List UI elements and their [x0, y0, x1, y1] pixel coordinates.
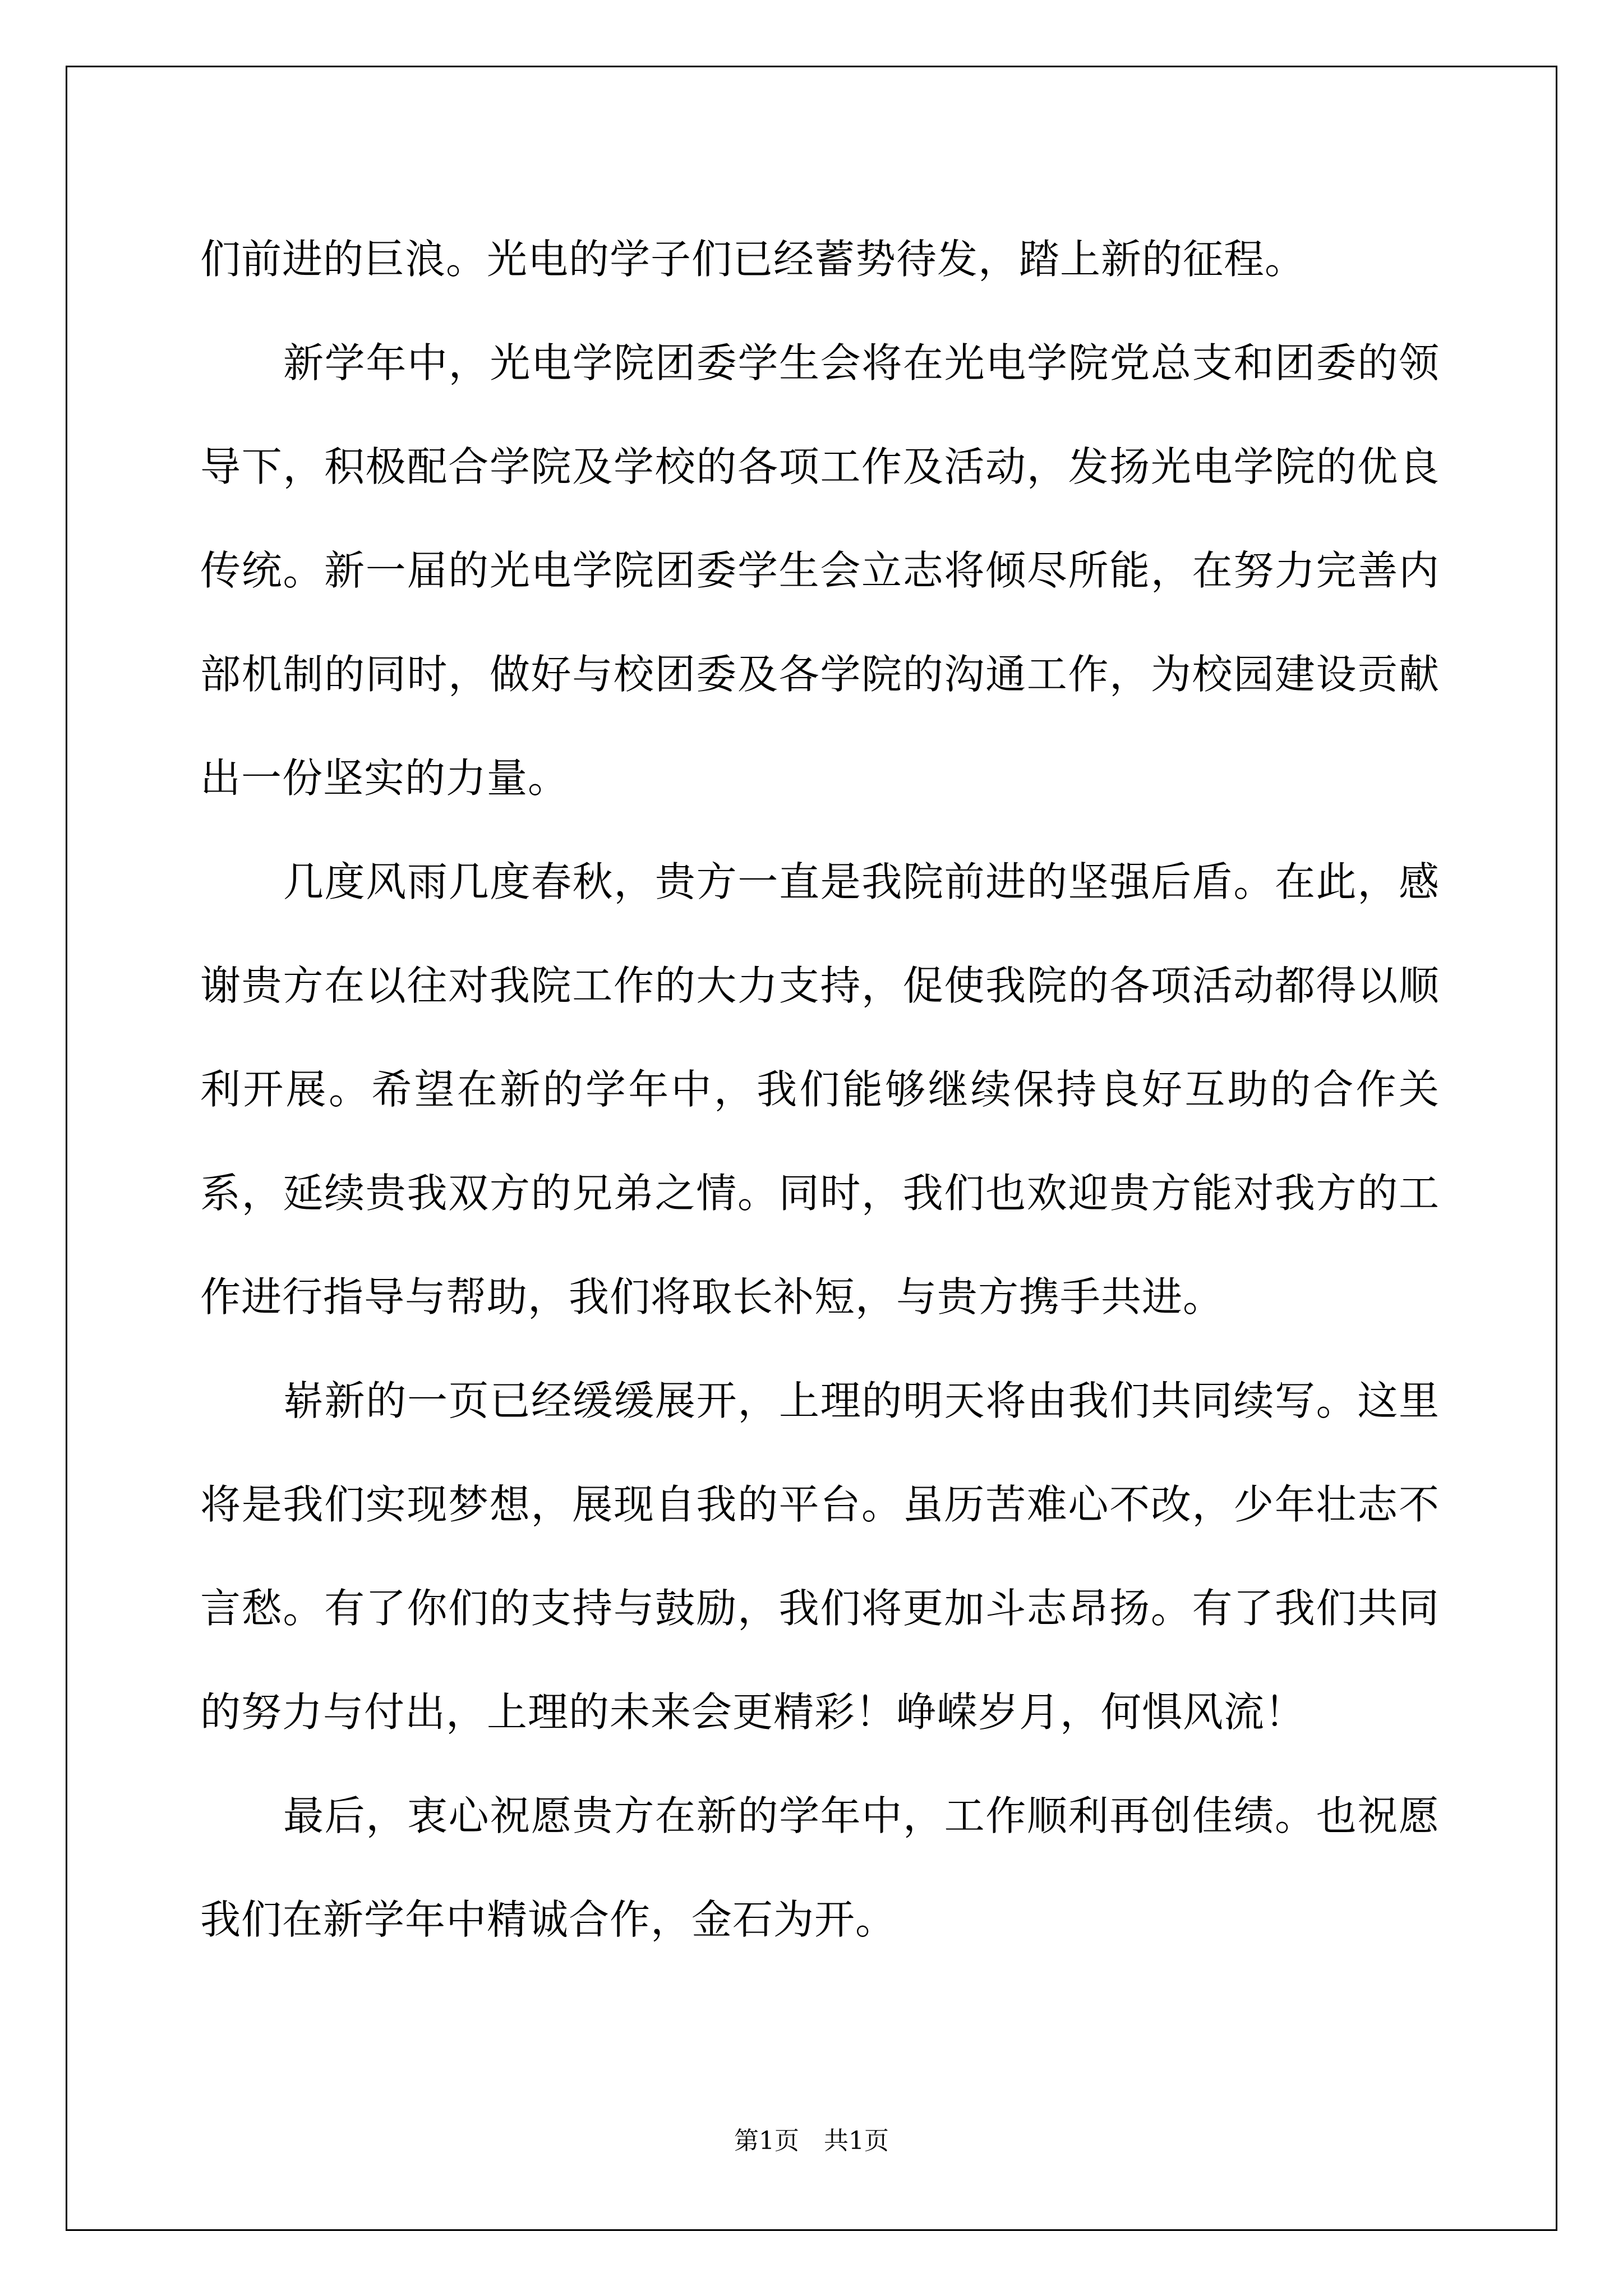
document-body	[200, 208, 1440, 1972]
paragraph-4: 崭新的一页已经缓缓展开，上理的明天将由我们共同续写。这里将是我们实现梦想，展现自我的平台。虽历苦难心不改，少年壮志不言愁。有了你们的支持与鼓励，我们将更加斗志昂扬。有了我们共同的努力与付出，上理的未来会更精彩！峥嵘岁月，何惧风流！	[200, 1377, 1440, 1736]
paragraph-1: 们前进的巨浪。光电的学子们已经蓄势待发，踏上新的征程。	[200, 236, 1306, 283]
paragraph-5: 最后，衷心祝愿贵方在新的学年中，工作顺利再创佳绩。也祝愿我们在新学年中精诚合作，金石为开。	[200, 1792, 1440, 1943]
paragraph-2: 新学年中，光电学院团委学生会将在光电学院党总支和团委的领导下，积极配合学院及学校的各项工作及活动，发扬光电学院的优良传统。新一届的光电学院团委学生会立志将倾尽所能，在努力完善内部机制的同时，做好与校团委及各学院的沟通工作，为校园建设贡献出一份坚实的力量。	[200, 339, 1440, 802]
paragraph-3: 几度风雨几度春秋，贵方一直是我院前进的坚强后盾。在此，感谢贵方在以往对我院工作的大力支持，促使我院的各项活动都得以顺利开展。希望在新的学年中，我们能够继续保持良好互助的合作关系，延续贵我双方的兄弟之情。同时，我们也欢迎贵方能对我方的工作进行指导与帮助，我们将取长补短，与贵方携手共进。	[200, 858, 1440, 1320]
page-footer: 第1页 共1页	[734, 2127, 889, 2155]
